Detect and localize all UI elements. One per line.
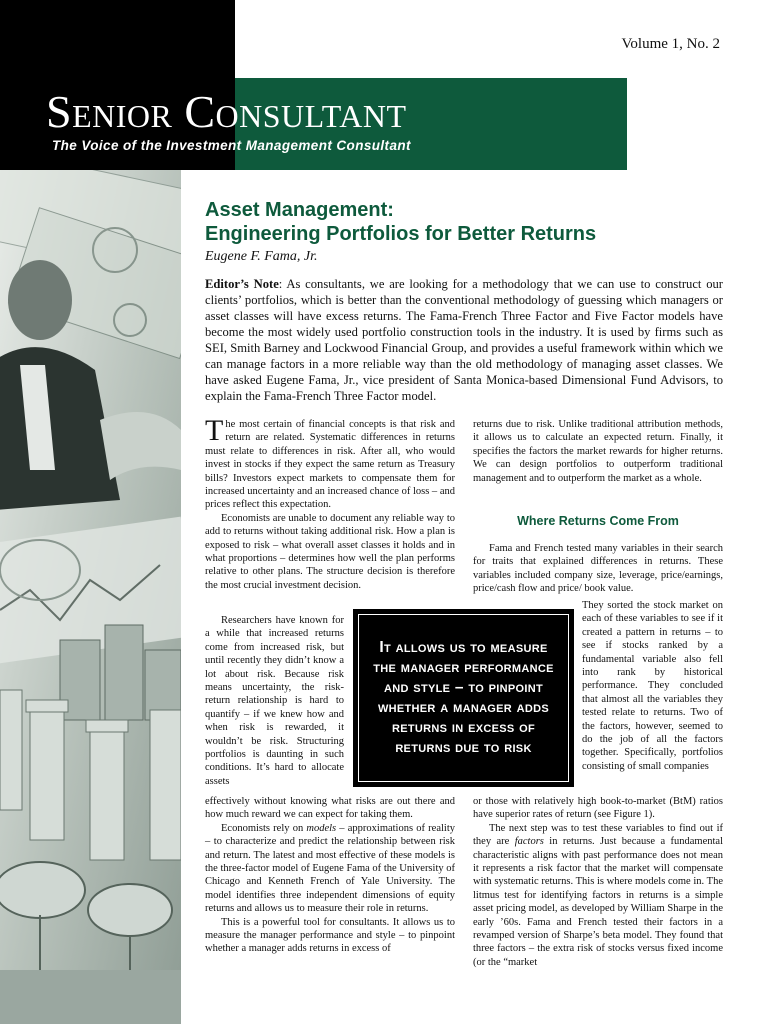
pull-quote-box xyxy=(353,609,574,787)
paragraph-1-text: he most certain of financial concepts is that risk and return are related. Systematic differences in returns must relate to differences in risk. After all, who would invest in stocks if they expect the same return as Treasury bills? Investors expect markets to compensate them for increased uncertainty and an increased chance of loss – and prices reflect this expectation. xyxy=(205,419,455,511)
paragraph-6: returns due to risk. Unlike traditional attribution methods, it allows us to calculate an expected return. Finally, it specifies the factors the market rewards for higher returns. We can design portfolios to outperform traditional management and to outperform the market as a whole. xyxy=(473,419,723,484)
paragraph-8-text-a: The next step was to test these variables to find out if they are xyxy=(473,822,723,848)
column-1-bottom xyxy=(205,795,455,956)
column-1-top xyxy=(205,414,455,592)
masthead-tagline: The Voice of the Investment Management Consultant xyxy=(52,138,411,153)
article-title-line1: Asset Management: xyxy=(205,199,394,221)
paragraph-8 xyxy=(473,822,723,969)
paragraph-8-emphasis: factors xyxy=(514,836,544,848)
masthead-title: Senior Consultant xyxy=(46,86,407,137)
paragraph-3-wide: effectively without knowing what risks are out there and how much reward we can expect for taking them. xyxy=(205,796,455,821)
article-title xyxy=(205,198,745,246)
column-2-bottom xyxy=(473,795,723,969)
paragraph-3-narrow: Researchers have known for a while that increased returns come from increased risk, but until recently they didn’t know a lot about risk. Because risk means uncertainty, the risk-return relationship is hard to quantify – if we knew how and when risk is rewarded, it wouldn’t be risk. Structuring portfolios is daunting in such conditions. It’s hard to allocate assets xyxy=(205,615,344,787)
editors-note-text: : As consultants, we are looking for a methodology that we can use to construct our clients’ portfolios, which is better than the conventional methodology of guessing which managers or asset classes will have excess returns. The Fama-French Three Factor and Five Factor models have become the most widely used portfolio construction tools in the industry. It is used by firms such as SEI, Smith Barney and Lockwood Financial Group, and provides a useful framework within which we can manage factors in a more reliable way than the old methodology of managing asset classes. We have asked Eugene Fama, Jr., vice president of Santa Monica-based Dimensional Fund Advisors, to explain the Fama-French Three Factor model. xyxy=(205,277,723,403)
article-title-line2: Engineering Portfolios for Better Returns xyxy=(205,223,597,245)
pull-quote-text: It allows us to measure the manager performance and style – to pinpoint whether a manager adds returns in excess of returns due to risk xyxy=(373,639,554,756)
paragraph-1 xyxy=(205,414,455,512)
column-2-mid xyxy=(473,542,723,596)
column-2-narrow xyxy=(582,599,723,773)
paragraph-4-text-a: Economists rely on xyxy=(221,822,307,834)
paragraph-5: This is a powerful tool for consultants. It allows us to measure the manager performance and style – to pinpoint whether a manager adds returns in excess of xyxy=(205,916,455,955)
paragraph-8-text-b: in returns. Just because a fundamental characteristic aligns with past performance does not mean it represents a risk factor that the market will compensate with systematic returns. This is where models come in. The litmus test for identifying factors in returns is a simple asset pricing model, as developed by William Sharpe in the early ’60s. Fama and French tested their factors in a revamped version of Sharpe’s beta model. They found that three factors – the extra risk of stocks versus fixed income (or the “market xyxy=(473,836,723,968)
paragraph-4-text-b: – approximations of reality – to characterize and predict the relationship between risk and return. The latest and most effective of these models is the three-factor model of Eugene Fama of the University of Chicago and Kenneth French of Yale University. The model identifies three independent dimensions of equity returns and allows us to measure their role in returns. xyxy=(205,822,455,915)
paragraph-7-narrow: They sorted the stock market on each of these variables to see if it created a pattern in returns – to see if stocks ranked by a fundamental variable also fell into rank by historical performance. They concluded that almost all the variables they tested relate to returns. Two of the factors, however, seemed to do the job of all the factors together. Specifically, portfolios consisting of small companies xyxy=(582,600,723,772)
section-subhead: Where Returns Come From xyxy=(517,514,679,528)
column-1-narrow xyxy=(205,614,344,788)
paragraph-7-wide: or those with relatively high book-to-market (BtM) ratios have superior rates of return (see Figure 1). xyxy=(473,796,723,821)
paragraph-7: Fama and French tested many variables in their search for traits that explained differences in returns. These variables included company size, leverage, price/earnings, price/cash flow and price/ book value. xyxy=(473,543,723,595)
collage-photo xyxy=(0,170,181,1024)
paragraph-4 xyxy=(205,822,455,916)
drop-cap: T xyxy=(205,414,224,447)
article-author: Eugene F. Fama, Jr. xyxy=(205,249,318,264)
paragraph-4-emphasis: models xyxy=(306,822,337,834)
paragraph-2: Economists are unable to document any reliable way to add to returns without taking additional risk. How a plan is exposed to risk – what overall asset classes it holds and in what proportions – determines how well the plan performs relative to other plans. The structure decision is therefore the most crucial investment decision. xyxy=(205,512,455,591)
editors-note-label: Editor’s Note xyxy=(205,277,279,291)
column-2-top xyxy=(473,418,723,485)
volume-number: Volume 1, No. 2 xyxy=(621,36,720,52)
editors-note xyxy=(205,276,723,404)
